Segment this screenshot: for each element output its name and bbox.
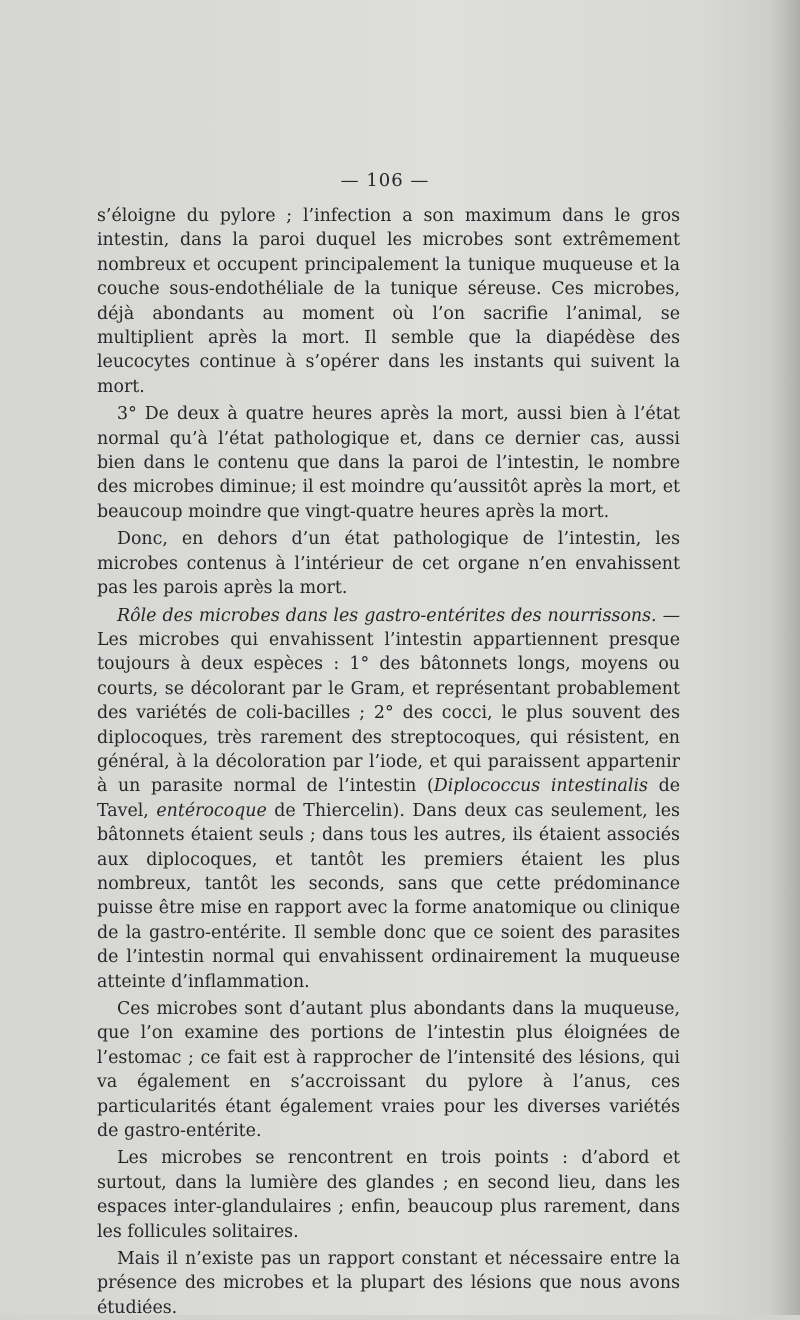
enterococcus-term: entérocoque xyxy=(156,800,267,821)
paragraph-5: Ces microbes sont d’autant plus abondants dans la muqueuse, que l’on examine des portions de l’intestin plus éloignées de l’estomac ; ce fait est à rapprocher de l’intensité des lésions, qui va également en s’accroissant du pylore à l’anus, ces particularités étant également vraies pour les diverses variétés de gastro-entérite. xyxy=(97,999,680,1142)
paragraph-6: Les microbes se rencontrent en trois points : d’abord et surtout, dans la lumière des glandes ; en second lieu, dans les espaces inter-glandulaires ; enfin, beaucoup plus rarement, dans les follicules solitaires. xyxy=(97,1148,680,1242)
paragraph-4-text-c: de Thiercelin). Dans deux cas seulement, les bâtonnets étaient seuls ; dans tous les autres, ils étaient associés aux diplocoques, et tantôt les premiers étaient les plus nombreux, tantôt les seconds, sans que cette prédominance puisse être mise en rapport avec la forme anatomique ou clinique de la gastro-entérite. Il semble donc que ce soient des parasites de l’intestin normal qui envahissent ordinairement la muqueuse atteinte d’inflammation. xyxy=(97,800,680,992)
page-edge-shadow xyxy=(770,0,800,1315)
paragraph-4 xyxy=(97,604,680,995)
species-name: Diplococcus intestinalis xyxy=(433,776,648,797)
paragraph-7: Mais il n’existe pas un rapport constant et nécessaire entre la présence des microbes et la plupart des lésions que nous avons étudiées. xyxy=(97,1249,680,1318)
body-text xyxy=(97,204,680,1320)
paragraph-4-text-b: de Tavel, xyxy=(97,776,680,821)
paragraph-3: Donc, en dehors d’un état pathologique de l’intestin, les microbes contenus à l’intérieur de cet organe n’en envahissent pas les parois après la mort. xyxy=(97,529,680,599)
page-number: — 106 — xyxy=(340,170,430,191)
section-heading: Rôle des microbes dans les gastro-entérites des nourrissons. xyxy=(117,605,657,626)
paragraph-1: s’éloigne du pylore ; l’infection a son maximum dans le gros intestin, dans la paroi duquel les microbes sont extrêmement nombreux et occupent principalement la tunique muqueuse et la couche sous-endothéliale de la tunique séreuse. Ces microbes, déjà abondants au moment où l’on sacrifie l’animal, se multiplient après la mort. Il semble que la diapédèse des leucocytes continue à s’opérer dans les instants qui suivent la mort. xyxy=(97,206,680,397)
paragraph-4-text-a: — Les microbes qui envahissent l’intestin appartiennent presque toujours à deux espèces : 1° des bâtonnets longs, moyens ou courts, se décolorant par le Gram, et représentant probablement des variétés de coli-bacilles ; 2° des cocci, le plus souvent des diplocoques, très rarement des streptocoques, qui résistent, en général, à la décoloration par l’iode, et qui paraissent appartenir à un parasite normal de l’intestin ( xyxy=(97,605,680,797)
paragraph-2: 3° De deux à quatre heures après la mort, aussi bien à l’état normal qu’à l’état pathologique et, dans ce dernier cas, aussi bien dans le contenu que dans la paroi de l’intestin, le nombre des microbes diminue; il est moindre qu’aussitôt après la mort, et beaucoup moindre que vingt-quatre heures après la mort. xyxy=(97,404,680,522)
